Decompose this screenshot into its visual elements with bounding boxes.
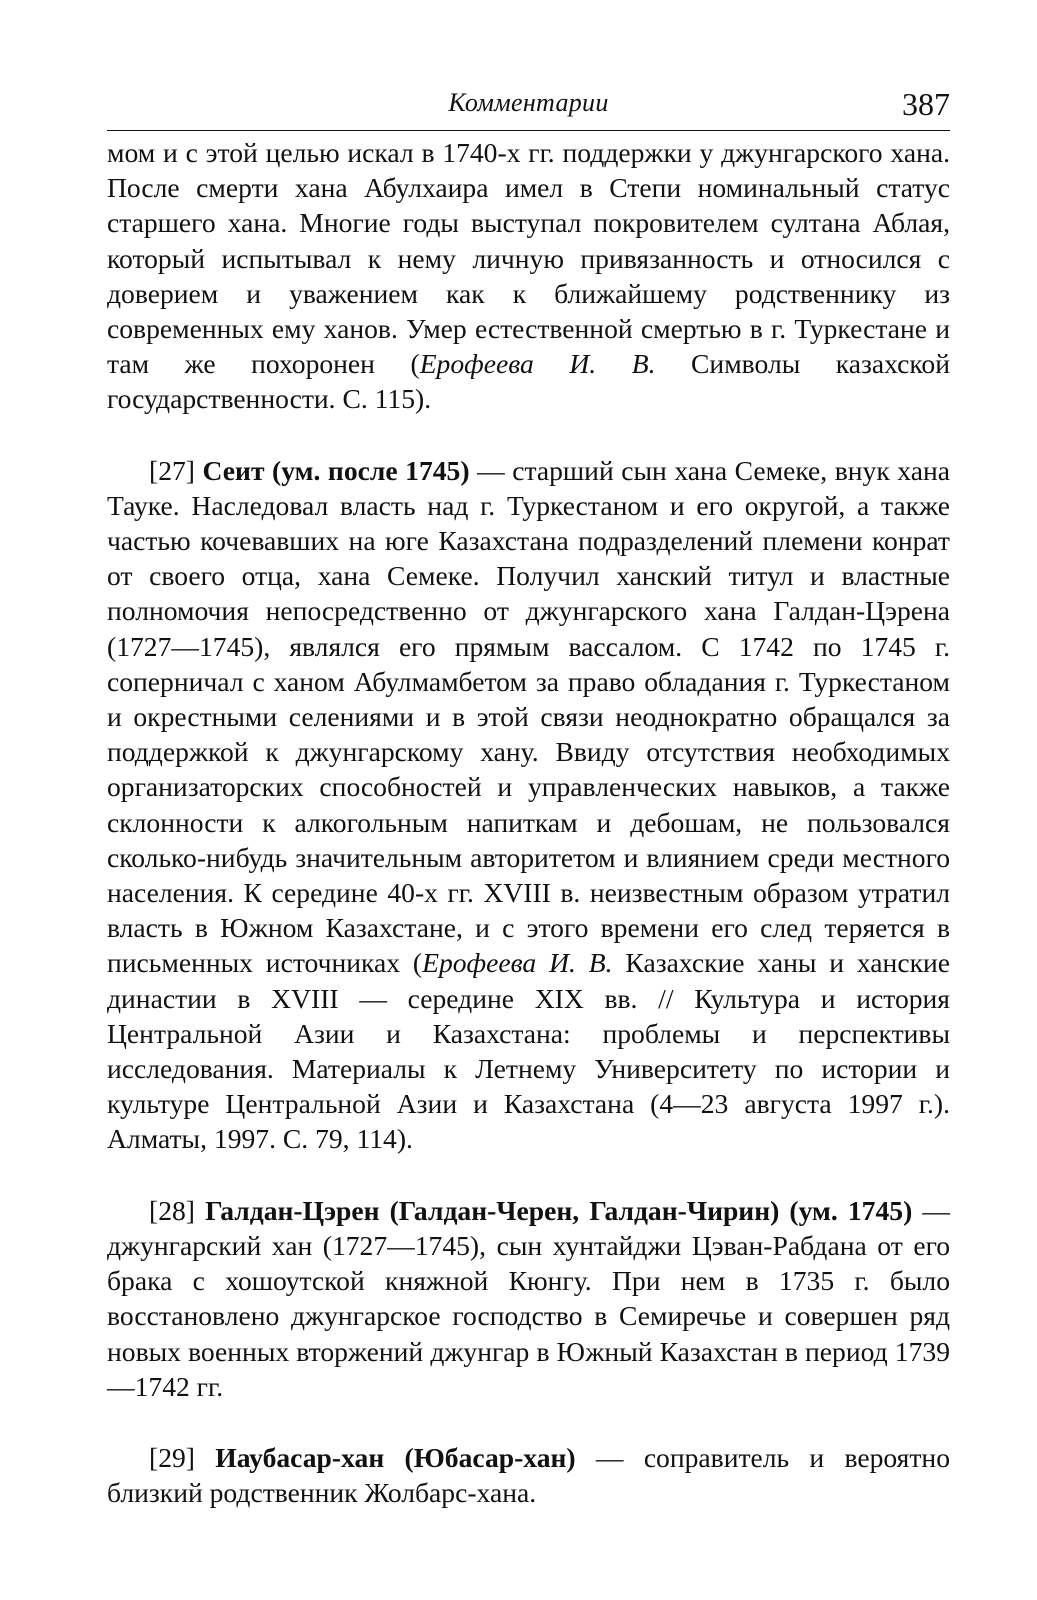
entry-number: [28] [149, 1194, 206, 1226]
book-page [107, 84, 950, 1564]
page-number: 387 [902, 86, 950, 122]
running-header [107, 84, 950, 131]
entry-number: [27] [149, 454, 203, 486]
commentary-text [107, 135, 950, 1510]
author-citation: Ерофеева И. В. [419, 348, 656, 380]
entry-heading: Галдан-Цэрен (Галдан-Черен, Галдан-Чирин) (ум. 1745) [205, 1194, 913, 1226]
text-segment: — старший сын хана Семеке, внук хана Тауке. Наследовал власть над г. Туркестаном и его округой, а также частью кочевавших на юге Казахстана подразделений племени конрат от своего отца, хана Семеке. Получил ханский титул и властные полномочия непосредственно от джунгарского хана Галдан-Цэрена (1727—1745), являлся его прямым вассалом. С 1742 по 1745 г. соперничал с ханом Абулмамбетом за право обладания г. Туркестаном и окрестными селениями и в этой связи неоднократно обращался за поддержкой к джунгарскому хану. Ввиду отсутствия необходимых организаторских способностей и управленческих навыков, а также склонности к алкогольным напиткам и дебошам, не пользовался сколько-нибудь значительным авторитетом и влиянием среди местного населения. К середине 40-х гг. XVIII в. неизвестным образом утратил власть в Южном Казахстане, и с этого времени его след теряется в письменных источниках ( [107, 454, 950, 979]
text-segment: — джунгарский хан (1727—1745), сын хунтайджи Цэван-Рабдана от его брака с хошоутской княжной Кюнгу. При нем в 1735 г. было восстановлено джунгарское господство в Семиречье и совершен ряд новых военных вторжений джунгар в Южный Казахстан в период 1739—1742 гг. [107, 1194, 950, 1402]
comment-entry-27 [107, 453, 950, 1157]
text-segment: мом и с этой целью искал в 1740-х гг. поддержки у джунгарского хана. После смерти хана Абулхаира имел в Степи номинальный статус старшего хана. Многие годы выступал покровителем султана Аблая, который испытывал к нему личную привязанность и относился с доверием и уважением как к ближайшему родственнику из современных ему ханов. Умер естественной смертью в г. Туркестане и там же похоронен ( [107, 137, 950, 380]
text-segment: Казахские ханы и ханские династии в XVIII — середине XIX вв. // Культура и история Центральной Азии и Казахстана: проблемы и перспективы исследования. Материалы к Летнему Университету по истории и культуре Центральной Азии и Казахстана (4—23 августа 1997 г.). Алматы, 1997. С. 79, 114). [107, 947, 950, 1155]
entry-heading: Сеит (ум. после 1745) [202, 454, 470, 486]
author-citation: Ерофеева И. В. [422, 947, 613, 979]
entry-number: [29] [149, 1441, 216, 1473]
comment-continuation [107, 135, 950, 417]
running-title: Комментарии [448, 88, 609, 117]
comment-entry-28 [107, 1193, 950, 1404]
text-segment: Символы казахской государственности. С. 115). [107, 348, 950, 415]
comment-entry-29 [107, 1440, 950, 1510]
text-segment: — соправитель и вероятно близкий родственник Жолбарс-хана. [107, 1441, 950, 1509]
entry-heading: Иаубасар-хан (Юбасар-хан) [215, 1441, 576, 1473]
